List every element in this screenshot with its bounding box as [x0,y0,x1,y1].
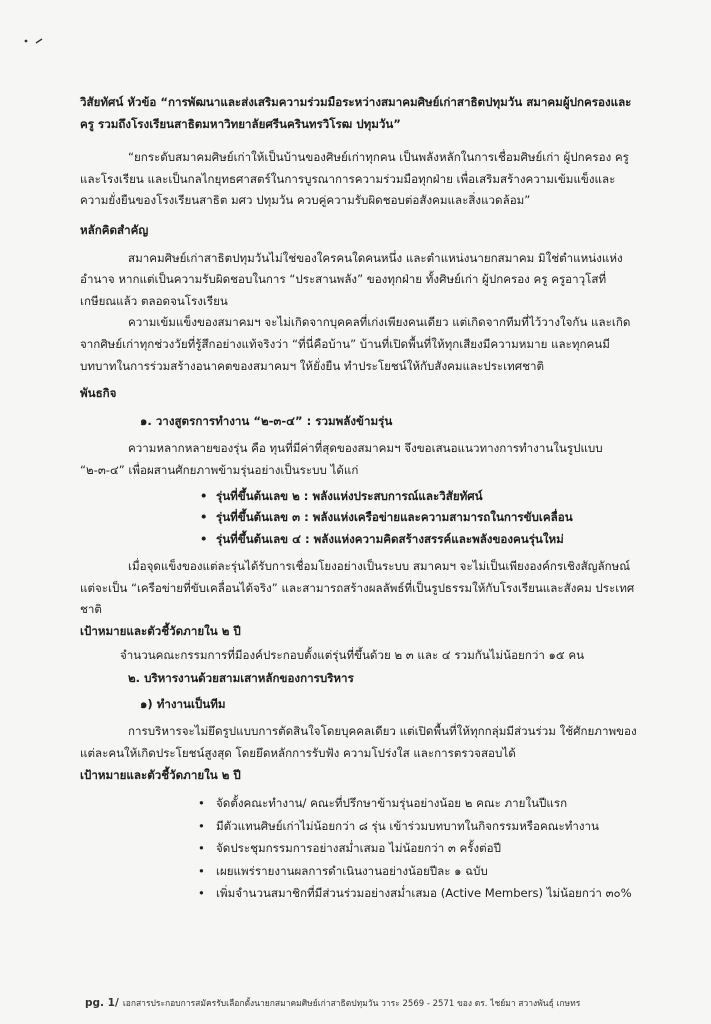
footer-text: เอกสารประกอบการสมัครรับเลือกตั้งนายกสมาคมศิษย์เก่าสาธิตปทุมวัน วาระ 2569 - 2571 ของ ดร. ไชย์มา สวางพันธุ์ เกษทร [122,999,581,1009]
list-item: • รุ่นที่ขึ้นต้นเลข ๓ : พลังแห่งเครือข่ายและความสามารถในการขับเคลื่อน [200,507,640,529]
scan-mark [22,36,52,46]
principles-paragraph-1: สมาคมศิษย์เก่าสาธิตปทุมวันไม่ใช่ของใครคนใดคนหนึ่ง และตำแหน่งนายกสมาคม มิใช่ตำแหน่งแห่งอำนาจ หากแต่เป็นความรับผิดชอบในการ “ประสานพลัง” ของทุกฝ่าย ทั้งศิษย์เก่า ผู้ปกครอง ครู ครูอาวุโสที่เกษียณแล้ว ตลอดจนโรงเรียน [80,250,623,308]
page-footer [85,996,580,1010]
bullet-icon: • [200,531,208,546]
mission-1-summary: เมื่อจุดแข็งของแต่ละรุ่นได้รับการเชื่อมโยงอย่างเป็นระบบ สมาคมฯ จะไม่เป็นเพียงองค์กรเชิงสัญลักษณ์ แต่จะเป็น “เครือข่ายที่ขับเคลื่อนได้จริง” และสามารถสร้างผลลัพธ์ที่เป็นรูปธรรมให้กับโรงเรียนและสังคม ประเทศชาติ [80,559,635,617]
target-heading-1: เป้าหมายและตัวชี้วัดภายใน ๒ ปี [80,624,241,639]
bullet-icon: • [200,488,208,503]
bullet-icon: • [198,818,205,833]
generation-list [80,486,640,551]
mission-2-subtitle: ๑) ทำงานเป็นทีม [140,696,226,711]
principles-heading: หลักคิดสำคัญ [80,222,149,237]
target-heading-2: เป้าหมายและตัวชี้วัดภายใน ๒ ปี [80,767,241,782]
mission-2-title: ๒. บริหารงานด้วยสามเสาหลักของการบริหาร [128,671,354,686]
bullet-icon: • [198,863,205,878]
mission-2-paragraph: การบริหารจะไม่ยึดรูปแบบการตัดสินใจโดยบุคคลเดียว แต่เปิดพื้นที่ให้ทุกกลุ่มมีส่วนร่วม ใช้ศักยภาพของแต่ละคนให้เกิดประโยชน์สูงสุด โดยยึดหลักการรับฟัง ความโปร่งใส และการตรวจสอบได้ [80,724,637,761]
bullet-icon: • [198,796,205,811]
mission-1-paragraph: ความหลากหลายของรุ่น คือ ทุนที่มีค่าที่สุดของสมาคมฯ จึงขอเสนอแนวทางการทำงานในรูปแบบ “๒-๓-๔” เพื่อผสานศักยภาพข้ามรุ่นอย่างเป็นระบบ ได้แก่ [80,441,603,477]
list-item: • จัดประชุมกรรมการอย่างสม่ำเสมอ ไม่น้อยกว่า ๓ ครั้งต่อปี [198,837,640,860]
bullet-icon: • [198,886,205,901]
document-body [80,92,640,905]
target-1-text: จำนวนคณะกรรมการที่มีองค์ประกอบตั้งแต่รุ่นที่ขึ้นด้วย ๒ ๓ และ ๔ รวมกันไม่น้อยกว่า ๑๕ คน [120,647,585,662]
list-item: • รุ่นที่ขึ้นต้นเลข ๔ : พลังแห่งความคิดสร้างสรรค์และพลังของคนรุ่นใหม่ [200,529,640,551]
bullet-icon: • [198,841,205,856]
list-item: • รุ่นที่ขึ้นต้นเลข ๒ : พลังแห่งประสบการณ์และวิสัยทัศน์ [200,486,640,508]
mission-1-title: ๑. วางสูตรการทำงาน “๒-๓-๔” : รวมพลังข้ามรุ่น [140,413,393,428]
target-2-list [80,792,640,905]
bullet-icon: • [200,510,208,525]
vision-heading: วิสัยทัศน์ หัวข้อ “การพัฒนาและส่งเสริมความร่วมมือระหว่างสมาคมศิษย์เก่าสาธิตปทุมวัน สมาคมผู้ปกครองและครู รวมถึงโรงเรียนสาธิตมหาวิทยาลัยศรีนครินทรวิโรฒ ปทุมวัน” [80,95,632,131]
list-item: • เผยแพร่รายงานผลการดำเนินงานอย่างน้อยปีละ ๑ ฉบับ [198,860,640,883]
list-item: • จัดตั้งคณะทำงาน/ คณะที่ปรึกษาข้ามรุ่นอย่างน้อย ๒ คณะ ภายในปีแรก [198,792,640,815]
list-item: • มีตัวแทนศิษย์เก่าไม่น้อยกว่า ๘ รุ่น เข้าร่วมบทบาทในกิจกรรมหรือคณะทำงาน [198,815,640,838]
principles-paragraph-2: ความเข้มแข็งของสมาคมฯ จะไม่เกิดจากบุคคลที่เก่งเพียงคนเดียว แต่เกิดจากทีมที่ไว้วางใจกัน และเกิดจากศิษย์เก่าทุกช่วงวัยที่รู้สึกอย่างแท้จริงว่า “ที่นี่คือบ้าน” บ้านที่เปิดพื้นที่ให้ทุกเสียงมีความหมาย และทุกคนมีบทบาทในการร่วมสร้างอนาคตของสมาคมฯ ให้ยั่งยืน ทำประโยชน์ให้กับสังคมและประเทศชาติ [80,315,631,373]
vision-quote: “ยกระดับสมาคมศิษย์เก่าให้เป็นบ้านของศิษย์เก่าทุกคน เป็นพลังหลักในการเชื่อมศิษย์เก่า ผู้ปกครอง ครู และโรงเรียน และเป็นกลไกยุทธศาสตร์ในการบูรณาการความร่วมมือทุกฝ่าย เพื่อเสริมสร้างความเข้มแข็งและความยั่งยืนของโรงเรียนสาธิต มศว ปทุมวัน ควบคู่ความรับผิดชอบต่อสังคมและสิ่งแวดล้อม” [80,150,629,208]
list-item: • เพิ่มจำนวนสมาชิกที่มีส่วนร่วมอย่างสม่ำเสมอ (Active Members) ไม่น้อยกว่า ๓๐% [198,882,640,905]
mission-heading: พันธกิจ [80,386,117,401]
page-number: pg. 1/ [85,997,119,1009]
